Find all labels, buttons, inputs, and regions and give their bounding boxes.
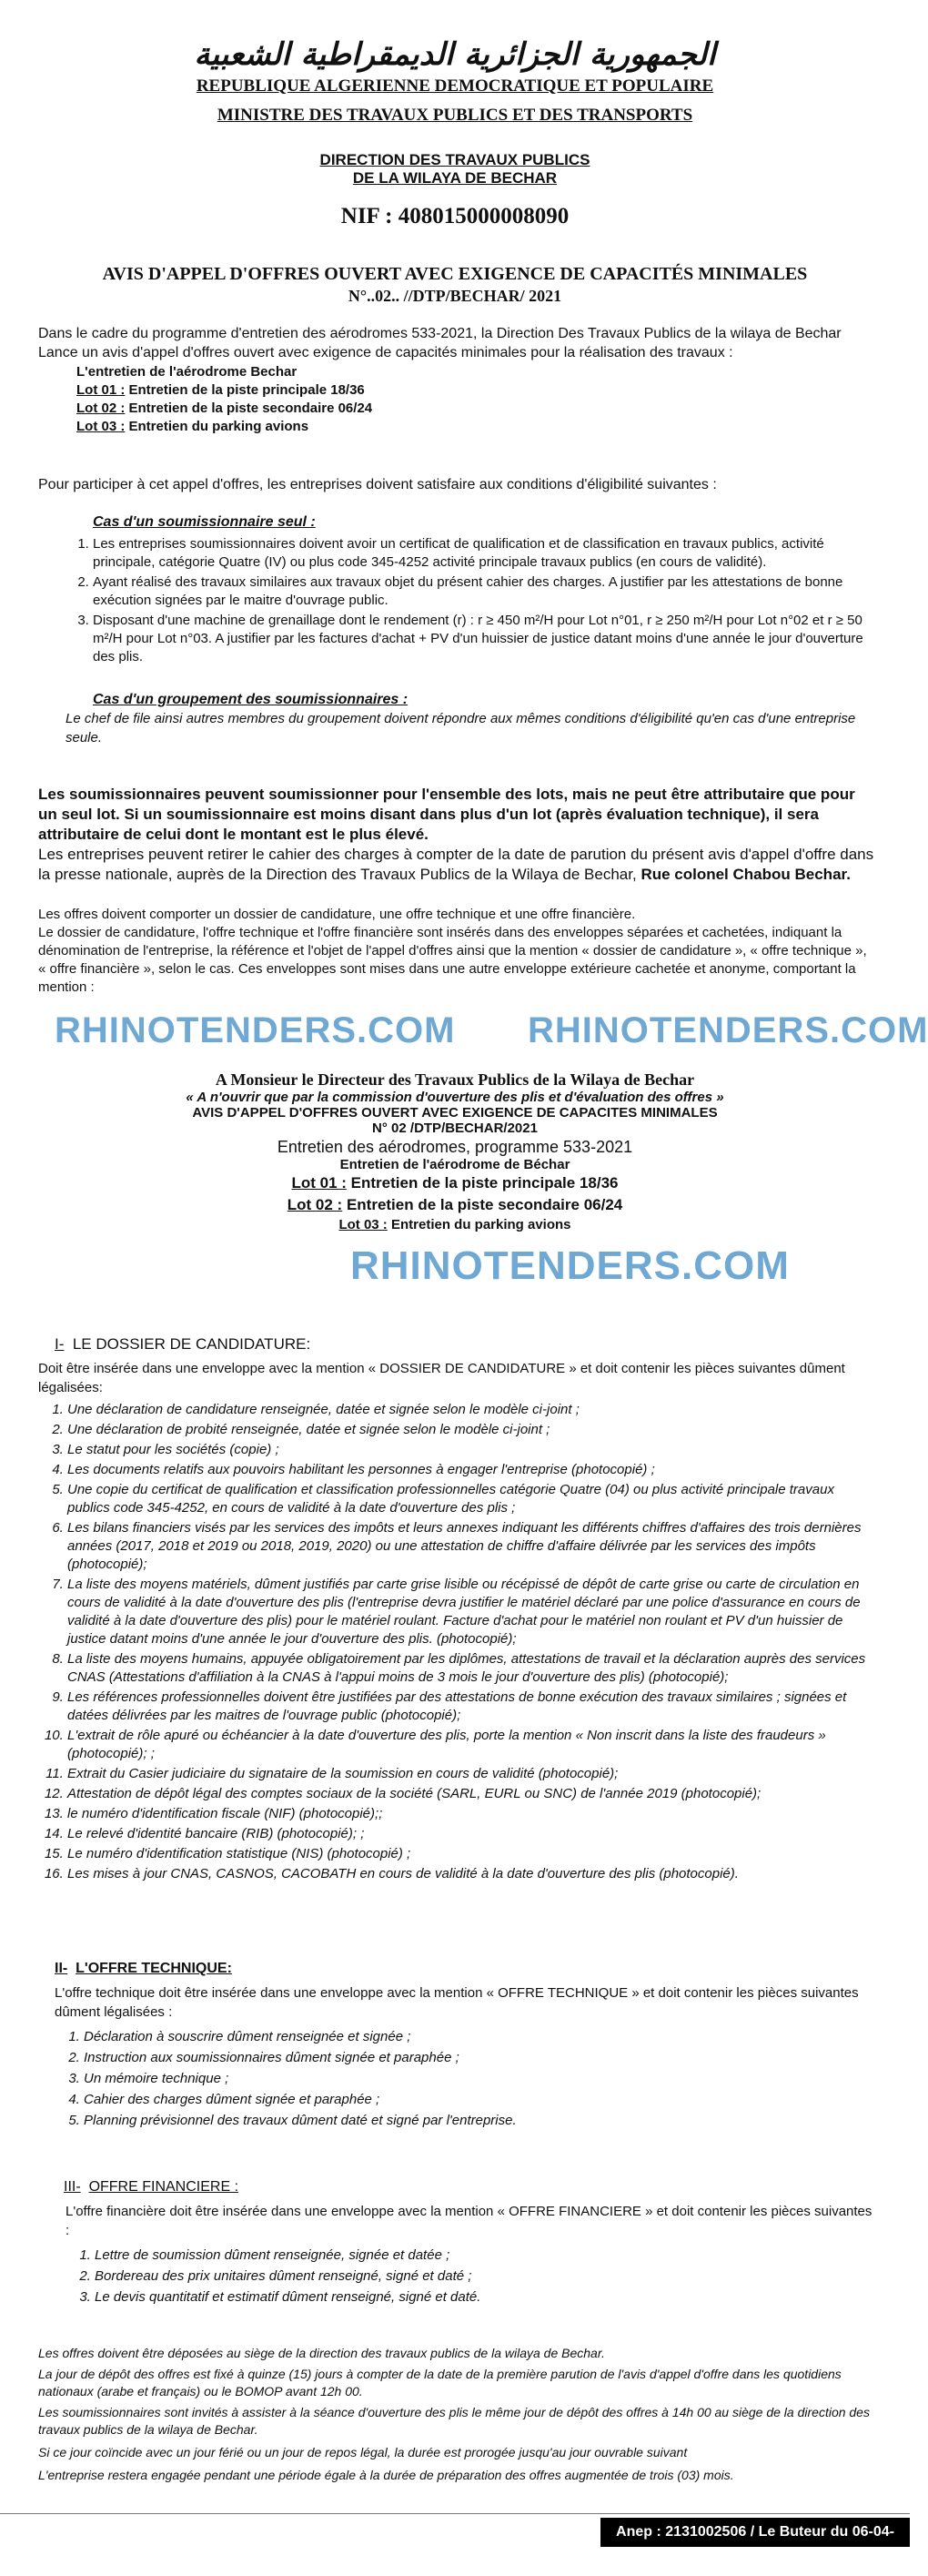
technical-list [38, 2027, 875, 2130]
closing-line: La jour de dépôt des offres est fixé à quinze (15) jours à compter de la date de la première parution de l'avis d'appel d'offre dans les quotidiens nationaux (arabe et français) ou le BOMOP avant 12h 00. [38, 2367, 842, 2399]
list-item: 2. Bordereau des prix unitaires dûment renseigné, signé et daté ; [95, 2267, 875, 2286]
envelope-commission: « A n'ouvrir que par la commission d'ouverture des plis et d'évaluation des offres » [186, 1090, 724, 1105]
list-item: 1. Déclaration à souscrire dûment renseignée et signée ; [84, 2027, 875, 2046]
list-item: 16. Les mises à jour CNAS, CASNOS, CACOBATH en cours de validité à la date d'ouverture des plis (photocopié). [67, 1865, 875, 1883]
list-item: 1. Les entreprises soumissionnaires doivent avoir un certificat de qualification et de classification en travaux publics, activité principale, catégorie Quatre (IV) ou plus code 345-4252 activité principale travaux publics (en cours de validité). [93, 535, 875, 572]
list-item: 3. Disposant d'une machine de grenaillage dont le rendement (r) : r ≥ 450 m²/H pour Lot n°01, r ≥ 250 m²/H pour Lot n°02 et r ≥ 50 m²/H pour Lot n°03. A justifier par les factures d'achat + PV d'un huissier de justice datant moins d'une année le jour d'ouverture des plis. [93, 612, 875, 666]
republic-title: REPUBLIQUE ALGERIENNE DEMOCRATIQUE ET POPULAIRE [196, 76, 714, 96]
list-item: 10. L'extrait de rôle apuré ou échéancier à la date d'ouverture des plis, porte la mention « Non inscrit dans la liste des fraudeurs » (photocopié); ; [67, 1727, 875, 1763]
header [0, 0, 910, 306]
list-item: 11. Extrait du Casier judiciaire du signataire de la soumission en cours de validité (photocopié); [67, 1765, 875, 1783]
list-item: 13. le numéro d'identification fiscale (NIF) (photocopié);; [67, 1805, 875, 1823]
intro-lot: Lot 01 : Entretien de la piste principale 18/36 [76, 382, 365, 398]
group-text: Le chef de file ainsi autres membres du groupement doivent répondre aux mêmes conditions d'éligibilité qu'en cas d'une entreprise seule. [66, 711, 856, 745]
list-item: 3. Un mémoire technique ; [84, 2069, 875, 2088]
ministry-title: MINISTRE DES TRAVAUX PUBLICS ET DES TRANSPORTS [217, 106, 693, 125]
single-bidder-list [38, 535, 875, 666]
candidature-list [38, 1401, 875, 1883]
section-intro: L'offre financière doit être insérée dans une enveloppe avec la mention « OFFRE FINANCIERE » et doit contenir les pièces suivantes : [66, 2204, 873, 2238]
nif-number: NIF : 408015000008090 [340, 204, 570, 228]
list-item: 9. Les références professionnelles doivent être justifiées par des attestations de bonne exécution des travaux similaires ; signées et datées délivrées par les maitres de l'ouvrage public (photocopié); [67, 1689, 875, 1725]
list-item: 5. Une copie du certificat de qualification et classification professionnelles catégorie Quatre (04) ou plus activité principale travaux publics code 345-4252, en cours de validité à la date d'ouverture des plis ; [67, 1481, 875, 1517]
list-item: 8. La liste des moyens humains, appuyée obligatoirement par les diplômes, attestations de travail et la déclaration auprès des services CNAS (Attestations d'affiliation à la CNAS à l'appui moins de 3 mois le jour d'ouverture des plis) (photocopié); [67, 1650, 875, 1687]
section-technical [38, 1959, 875, 2132]
envelope-lot: Lot 01 : Entretien de la piste principale 18/36 [291, 1174, 619, 1192]
eligibility-section [38, 475, 875, 747]
list-item: 3. Le devis quantitatif et estimatif dûment renseigné, signé et daté. [95, 2287, 875, 2307]
envelope-lot: Lot 03 : Entretien du parking avions [338, 1217, 571, 1232]
intro-section [38, 324, 875, 436]
list-item: 6. Les bilans financiers visés par les services des impôts et leurs annexes indiquant les différents chiffres d'affaires des trois dernières années (2017, 2018 et 2019 ou 2018, 2019, 2020) ou une attestation de chiffre d'affaire délivrée par les services des impôts (photocopié); [67, 1519, 875, 1574]
watermark: RHINOTENDERS.COM [350, 1243, 790, 1288]
single-lot-rule: Les soumissionnaires peuvent soumissionner pour l'ensemble des lots, mais ne peut être attributaire que pour un seul lot. Si un soumissionnaire est moins disant dans plus d'un lot (après évaluation technique), il sera attributaire de celui dont le montant est le plus élevé. [38, 786, 855, 843]
rules-section [38, 785, 875, 997]
list-item: 4. Les documents relatifs aux pouvoirs habilitant les personnes à engager l'entreprise (photocopié) ; [67, 1461, 875, 1479]
footer-reference: Anep : 2131002506 / Le Buteur du 06-04-2021 [600, 2518, 910, 2547]
list-item: 2. Instruction aux soumissionnaires dûment signée et paraphée ; [84, 2048, 875, 2067]
list-item: 4. Cahier des charges dûment signée et paraphée ; [84, 2090, 875, 2109]
watermark: RHINOTENDERS.COM [528, 1010, 928, 1050]
list-item: 2. Une déclaration de probité renseignée, datée et signée selon le modèle ci-joint ; [67, 1421, 875, 1439]
intro-lot: Lot 03 : Entretien du parking avions [76, 419, 309, 434]
group-heading: Cas d'un groupement des soumissionnaires : [93, 692, 409, 707]
section-candidature [38, 1334, 875, 1885]
intro-lot: Lot 02 : Entretien de la piste secondaire 06/24 [76, 401, 373, 416]
section-heading: III- OFFRE FINANCIERE : [64, 2179, 239, 2195]
offers-text: Les offres doivent comporter un dossier de candidature, une offre technique et une offre financière. [38, 907, 636, 922]
closing-section [38, 2345, 875, 2484]
section-intro: L'offre technique doit être insérée dans une enveloppe avec la mention « OFFRE TECHNIQUE » et doit contenir les pièces suivantes dûment légalisées : [55, 1985, 859, 2020]
envelope-addressee: A Monsieur le Directeur des Travaux Publics de la Wilaya de Bechar [215, 1070, 695, 1089]
envelope-notice-number: N° 02 /DTP/BECHAR/2021 [372, 1121, 538, 1136]
envelope-programme: Entretien des aérodromes, programme 533-2021 [277, 1138, 633, 1156]
envelope-subject: Entretien de l'aérodrome de Béchar [339, 1157, 570, 1172]
section-heading: I- LE DOSSIER DE CANDIDATURE: [55, 1335, 311, 1353]
list-item: 14. Le relevé d'identité bancaire (RIB) (photocopié); ; [67, 1825, 875, 1843]
financial-list [38, 2246, 875, 2307]
list-item: 7. La liste des moyens matériels, dûment justifiés par carte grise lisible ou récépissé de dépôt de carte grise ou carte de circulation en cours de validité à la date d'ouverture des plis (l'entreprise devra justifier le matériel déclaré par une police d'assurance en cours de validité à la date d'ouverture des plis) pour le matériel roulant. Facture d'achat pour le matériel non roulant et PV d'un huissier de justice datant moins d'une année le jour d'ouverture des plis. (photocopié); [67, 1576, 875, 1648]
envelope-lot: Lot 02 : Entretien de la piste secondaire 06/24 [287, 1196, 623, 1213]
closing-line: L'entreprise restera engagée pendant une période égale à la durée de préparation des offres augmentée de trois (03) mois. [38, 2468, 734, 2482]
list-item: 2. Ayant réalisé des travaux similaires aux travaux objet du présent cahier des charges. A justifier par les attestations de bonne exécution signées par le maitre d'ouvrage public. [93, 573, 875, 610]
list-item: 1. Lettre de soumission dûment renseignée, signée et datée ; [95, 2246, 875, 2265]
envelope-mention [0, 1070, 910, 1234]
direction-line-2: DE LA WILAYA DE BECHAR [352, 169, 558, 187]
eligibility-intro: Pour participer à cet appel d'offres, les entreprises doivent satisfaire aux conditions d'éligibilité suivantes : [38, 477, 717, 492]
retrieve-text: Les entreprises peuvent retirer le cahier des charges à compter de la date de parution du présent avis d'appel d'offre dans la presse nationale, auprès de la Direction des Travaux Publics de la Wilaya de Bechar, Rue colonel Chabou Bechar. [38, 846, 874, 883]
notice-number: N°..02.. //DTP/BECHAR/ 2021 [348, 287, 562, 305]
list-item: 12. Attestation de dépôt légal des comptes sociaux de la société (SARL, EURL ou SNC) de l'année 2019 (photocopié); [67, 1785, 875, 1803]
list-item: 5. Planning prévisionnel des travaux dûment daté et signé par l'entreprise. [84, 2111, 875, 2130]
notice-title: AVIS D'APPEL D'OFFRES OUVERT AVEC EXIGENCE DE CAPACITÉS MINIMALES [102, 264, 808, 284]
list-item: 1. Une déclaration de candidature renseignée, datée et signée selon le modèle ci-joint ; [67, 1401, 875, 1419]
closing-line: Les soumissionnaires sont invités à assister à la séance d'ouverture des plis le même jour de dépôt des offres à 14h 00 au siège de la direction des travaux publics de la wilaya de Bechar. [38, 2405, 870, 2437]
section-heading: II- L'OFFRE TECHNIQUE: [55, 1961, 232, 1976]
arabic-title: الجمهورية الجزائرية الديمقراطية الشعبية [194, 36, 716, 73]
section-financial [38, 2177, 875, 2308]
list-item: 15. Le numéro d'identification statistique (NIS) (photocopié) ; [67, 1845, 875, 1863]
watermark: RHINOTENDERS.COM [55, 1010, 456, 1050]
envelope-notice-title: AVIS D'APPEL D'OFFRES OUVERT AVEC EXIGENCE DE CAPACITES MINIMALES [192, 1105, 718, 1121]
section-intro: Doit être insérée dans une enveloppe avec la mention « DOSSIER DE CANDIDATURE » et doit contenir les pièces suivantes dûment légalisées: [38, 1361, 845, 1395]
envelope-text: Le dossier de candidature, l'offre technique et l'offre financière sont insérés dans des enveloppes séparées et cachetées, indiquant la dénomination de l'entreprise, la référence et l'objet de l'appel d'offres ainsi que la mention « dossier de candidature », « offre technique », « offre financière », selon le cas. Ces enveloppes sont mises dans une autre enveloppe extérieure cachetée et anonyme, comportant la mention : [38, 925, 867, 995]
footer-divider [0, 2513, 910, 2514]
list-item: 3. Le statut pour les sociétés (copie) ; [67, 1441, 875, 1459]
direction-line-1: DIRECTION DES TRAVAUX PUBLICS [319, 151, 590, 168]
intro-subject: L'entretien de l'aérodrome Bechar [76, 364, 298, 380]
closing-line: Les offres doivent être déposées au siège de la direction des travaux publics de la wilaya de Bechar. [38, 2346, 605, 2360]
intro-text: Dans le cadre du programme d'entretien des aérodromes 533-2021, la Direction Des Travaux Publics de la wilaya de Bechar Lance un avis d'appel d'offres ouvert avec exigence de capacités minimales pour la réalisation des travaux : [38, 326, 842, 360]
closing-line: Si ce jour coïncide avec un jour férié ou un jour de repos légal, la durée est prorogée jusqu'au jour ouvrable suivant [38, 2445, 688, 2459]
single-bidder-heading: Cas d'un soumissionnaire seul : [93, 514, 316, 530]
